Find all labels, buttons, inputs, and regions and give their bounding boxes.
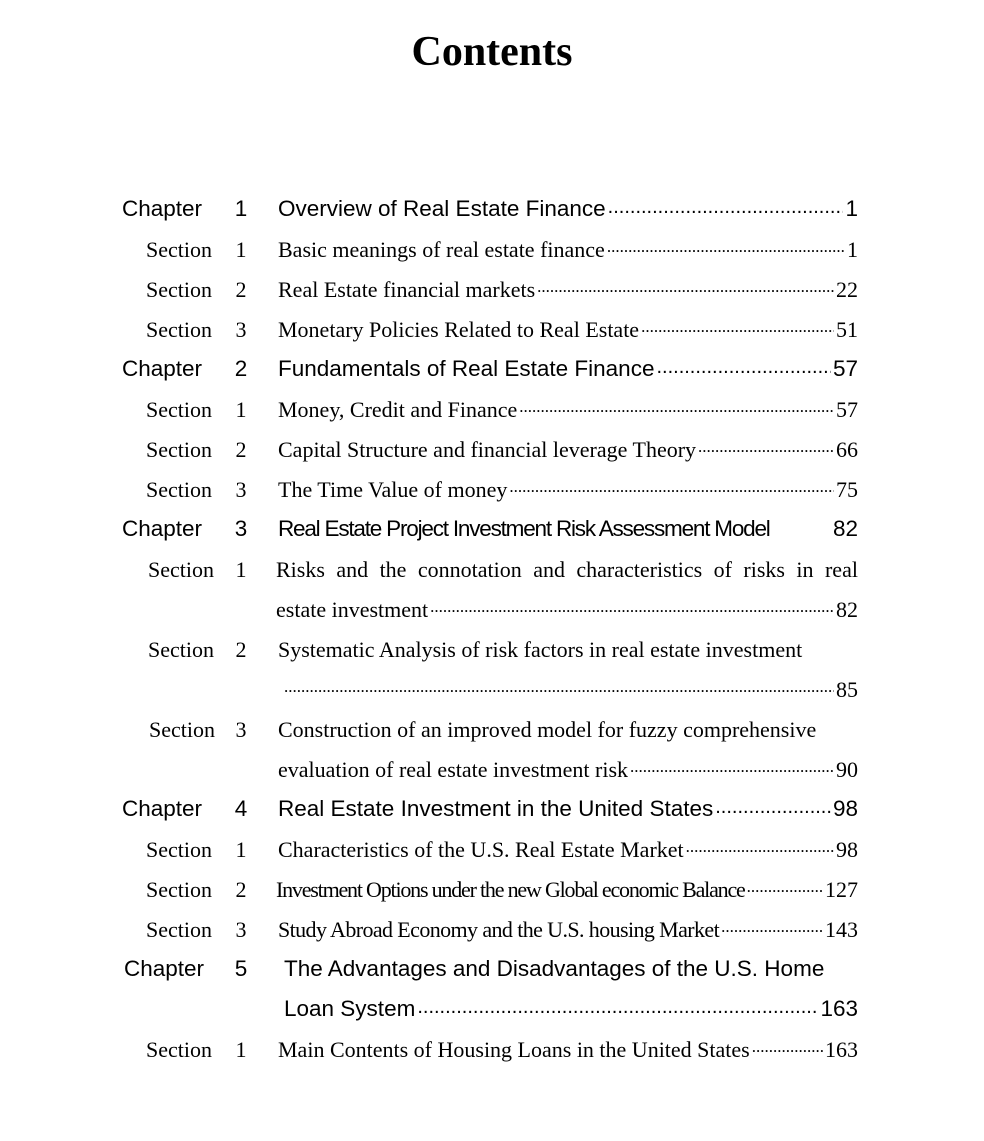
section-title: Real Estate financial markets — [278, 277, 536, 302]
toc-section-2-3[interactable] — [0, 477, 984, 517]
section-title: Basic meanings of real estate finance — [278, 237, 605, 262]
section-number: 3 — [235, 317, 247, 342]
dot-leader — [430, 597, 834, 623]
chapter-number: 4 — [234, 796, 248, 821]
toc-chapter-3[interactable] — [0, 516, 984, 556]
section-number: 2 — [235, 437, 247, 462]
toc-section-3-1-cont[interactable] — [0, 597, 984, 637]
dot-leader — [686, 837, 834, 863]
chapter-number: 2 — [234, 356, 248, 381]
section-number: 2 — [235, 877, 247, 902]
section-number: 1 — [235, 1037, 247, 1062]
toc-chapter-4[interactable] — [0, 796, 984, 836]
dot-leader — [509, 477, 834, 503]
toc-section-4-3[interactable] — [0, 917, 984, 957]
page-number: 57 — [836, 397, 858, 422]
chapter-label: Chapter — [122, 516, 203, 541]
toc-chapter-5[interactable] — [0, 956, 984, 996]
page-number: 163 — [825, 1037, 858, 1062]
section-number: 1 — [235, 837, 247, 862]
dot-leader — [641, 317, 834, 343]
page-number: 163 — [820, 996, 858, 1021]
section-title-line2: evaluation of real estate investment risk — [278, 757, 629, 782]
chapter-title: Fundamentals of Real Estate Finance — [278, 356, 655, 381]
chapter-title: Overview of Real Estate Finance — [278, 196, 606, 221]
dot-leader — [656, 356, 831, 382]
section-label: Section — [146, 317, 212, 342]
chapter-number: 5 — [234, 956, 248, 981]
chapter-label: Chapter — [122, 796, 203, 821]
section-number: 3 — [235, 477, 247, 502]
section-title: The Time Value of money — [278, 477, 508, 502]
page-number: 66 — [836, 437, 858, 462]
page-number: 1 — [845, 196, 858, 221]
section-label: Section — [146, 837, 212, 862]
section-title: Money, Credit and Finance — [278, 397, 518, 422]
page-number: 90 — [836, 757, 858, 782]
section-title-line2: estate investment — [276, 597, 429, 622]
page-number: 98 — [832, 796, 858, 821]
section-number: 2 — [235, 277, 247, 302]
page-number: 51 — [836, 317, 858, 342]
page-number: 57 — [832, 356, 858, 381]
section-title: Characteristics of the U.S. Real Estate Market — [278, 837, 684, 862]
chapter-title-line2: Loan System — [284, 996, 416, 1021]
chapter-label: Chapter — [122, 196, 203, 221]
dot-leader — [715, 796, 831, 822]
dot-leader — [608, 196, 844, 222]
section-title-line1: Risks and the connotation and characteristics of risks in real — [276, 557, 858, 582]
toc-section-3-2-cont[interactable] — [0, 677, 984, 717]
toc-section-1-2[interactable] — [0, 277, 984, 317]
section-label: Section — [146, 397, 212, 422]
dot-leader — [417, 996, 818, 1022]
section-number: 3 — [235, 917, 247, 942]
toc-section-3-3[interactable] — [0, 717, 984, 757]
section-label: Section — [146, 237, 212, 262]
dot-leader — [752, 1037, 823, 1063]
page-number: 1 — [847, 237, 858, 262]
dot-leader — [537, 277, 834, 303]
section-title: Main Contents of Housing Loans in the United States — [278, 1037, 750, 1062]
section-label: Section — [148, 557, 214, 582]
chapter-label: Chapter — [124, 956, 205, 981]
page-number: 85 — [836, 677, 858, 702]
section-label: Section — [146, 437, 212, 462]
toc-section-1-1[interactable] — [0, 237, 984, 277]
section-number: 2 — [235, 637, 247, 662]
page-title: Contents — [411, 29, 573, 75]
toc-section-4-1[interactable] — [0, 837, 984, 877]
dot-leader — [698, 437, 834, 463]
section-label: Section — [148, 637, 214, 662]
section-title: Investment Options under the new Global economic Balance — [276, 877, 745, 902]
toc-chapter-5-cont[interactable] — [0, 996, 984, 1036]
page-number: 143 — [825, 917, 858, 942]
dot-leader — [630, 757, 834, 783]
section-label: Section — [149, 717, 215, 742]
dot-leader — [747, 877, 823, 903]
toc-section-3-2[interactable] — [0, 637, 984, 677]
toc-section-1-3[interactable] — [0, 317, 984, 357]
section-number: 1 — [235, 237, 247, 262]
chapter-title: Real Estate Investment in the United States — [278, 796, 714, 821]
toc-section-5-1[interactable] — [0, 1037, 984, 1077]
toc-section-3-1[interactable] — [0, 557, 984, 597]
chapter-title: Real Estate Project Investment Risk Assessment Model — [278, 516, 770, 541]
page-number: 82 — [832, 516, 858, 541]
dot-leader — [519, 397, 834, 423]
section-label: Section — [146, 877, 212, 902]
section-title: Capital Structure and financial leverage Theory — [278, 437, 697, 462]
page-number: 127 — [825, 877, 858, 902]
section-label: Section — [146, 1037, 212, 1062]
section-number: 1 — [235, 557, 247, 582]
chapter-label: Chapter — [122, 356, 203, 381]
toc-section-3-3-cont[interactable] — [0, 757, 984, 797]
section-title-line1: Construction of an improved model for fuzzy comprehensive — [278, 717, 817, 742]
section-title: Study Abroad Economy and the U.S. housing Market — [278, 917, 720, 942]
section-title-line1: Systematic Analysis of risk factors in real estate investment — [278, 637, 803, 662]
section-label: Section — [146, 277, 212, 302]
chapter-title-line1: The Advantages and Disadvantages of the U.S. Home — [284, 956, 825, 981]
dot-leader — [284, 677, 834, 703]
toc-chapter-2[interactable] — [0, 356, 984, 396]
toc-section-4-2[interactable] — [0, 877, 984, 917]
chapter-number: 3 — [234, 516, 248, 541]
section-number: 3 — [235, 717, 247, 742]
page-number: 82 — [836, 597, 858, 622]
chapter-number: 1 — [234, 196, 248, 221]
section-number: 1 — [235, 397, 247, 422]
section-label: Section — [146, 477, 212, 502]
toc-section-2-2[interactable] — [0, 437, 984, 477]
toc-chapter-1[interactable] — [0, 196, 984, 236]
page-number: 75 — [836, 477, 858, 502]
section-title: Monetary Policies Related to Real Estate — [278, 317, 640, 342]
toc-section-2-1[interactable] — [0, 397, 984, 437]
dot-leader — [721, 917, 823, 943]
page-number: 22 — [836, 277, 858, 302]
page-number: 98 — [836, 837, 858, 862]
dot-leader — [607, 237, 845, 263]
section-label: Section — [146, 917, 212, 942]
